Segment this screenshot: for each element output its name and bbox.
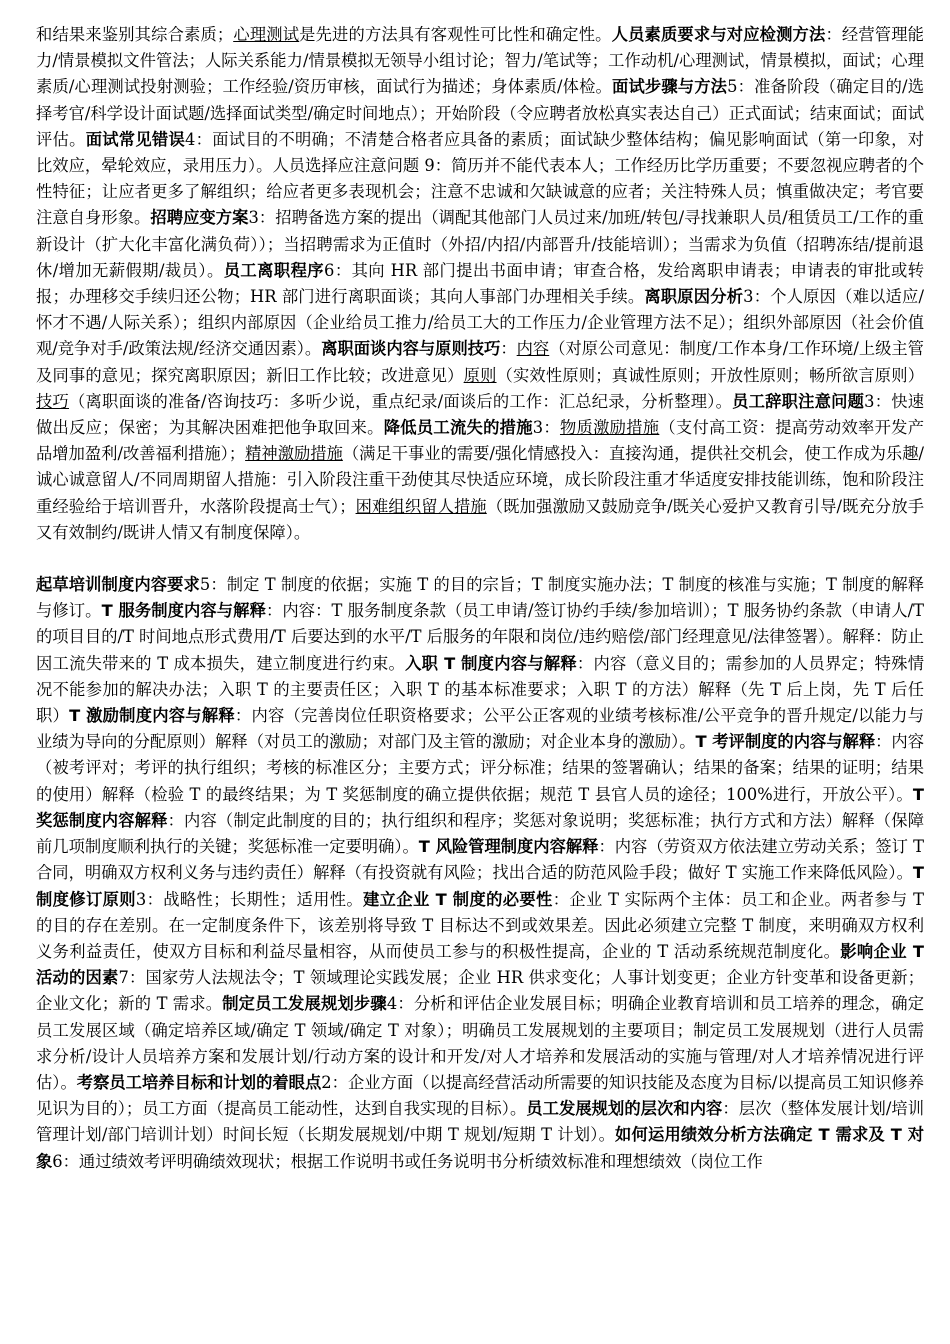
section-heading: 面试常见错误 xyxy=(85,129,186,149)
section-heading: 考察员工培养目标和计划的着眼点 xyxy=(76,1072,322,1092)
section-heading: 降低员工流失的措施 xyxy=(383,418,533,438)
section-heading: 如何运用绩效分析方法确定 T 需求及 T 对象 xyxy=(36,1125,924,1171)
body-text: 3：个人原因（难以适应/怀才不遇/人际关系）；组织内部原因（企业给员工推力/给员工大的工作压力/企业管理方法不足）；组织外部原因（社会价值观/竞争对手/政策法规/经济交通因素）。 xyxy=(36,287,924,359)
section-heading: 人员素质要求与对应检测方法 xyxy=(611,25,826,44)
section-heading: 建立企业 T 制度的必要性 xyxy=(363,889,553,909)
body-text: （对原公司意见：制度/工作本身/工作环境/上级主管及同事的意见；探究离职原因；新旧工作比较；改进意见） xyxy=(36,339,924,385)
section-heading: 起草培训制度内容要求 xyxy=(36,575,200,595)
section-heading: T 奖惩制度内容解释 xyxy=(36,784,924,830)
body-text: 6：通过绩效考评明确绩效现状；根据工作说明书或任务说明书分析绩效标准和理想绩效（岗位工作 xyxy=(52,1151,763,1171)
body-text: ：内容（完善岗位任职资格要求；公平公正客观的业绩考核标准/公平竞争的晋升规定/以能力与业绩为导向的分配原则）解释（对员工的激励；对部门及主管的激励；对企业本身的激励）。 xyxy=(36,706,924,752)
section-heading: T 激励制度内容与解释 xyxy=(69,706,235,726)
section-heading: 员工离职程序 xyxy=(223,260,325,280)
underlined-term: 技巧 xyxy=(36,391,69,411)
body-text: 3： xyxy=(532,418,560,438)
body-text: ：内容（制定此制度的目的；执行组织和程序；奖惩对象说明；奖惩标准；执行方式和方法）解释（保障前几项制度顺利执行的关键；奖惩标准一定要明确）。 xyxy=(36,810,924,857)
section-heading: T 考评制度的内容与解释 xyxy=(695,732,876,752)
body-text: 3：招聘备选方案的提出（调配其他部门人员过来/加班/转包/寻找兼职人员/租赁员工/工作的重新设计（扩大化丰富化满负荷））；当招聘需求为正值时（外招/内招/内部晋升/技能培训）；当需求为负值（招聘冻结/提前退休/增加无薪假期/裁员）。 xyxy=(36,208,924,280)
body-text: 3：战略性；长期性；适用性。 xyxy=(135,889,364,909)
paragraph xyxy=(36,22,924,546)
section-heading: 影响企业 T 活动的因素 xyxy=(36,941,925,988)
section-heading: 制定员工发展规划步骤 xyxy=(222,994,387,1014)
body-text: 7：国家劳人法规法令；T 领域理论实践发展；企业 HR 供求变化；人事计划变更；企业方针变革和设备更新；企业文化；新的 T 需求。 xyxy=(36,968,924,1014)
body-text: ：经营管理能力/情景模拟文件管法；人际关系能力/情景模拟无领导小组讨论；智力/笔试等；工作动机/心理测试，情景模拟，面试；心理素质/心理测试投射测验；工作经验/资历审核，面试行为描述；身体素质/体检。 xyxy=(36,25,924,97)
body-text: （满足干事业的需要/强化情感投入：直接沟通，提供社交机会，使工作成为乐趣/诚心诚意留人/不同周期留人措施：引入阶段注重干劲使其尽快适应环境，成长阶段注重才华适度安排技能训练，饱和阶段注重经验给于培训晋升，水落阶段提高士气）； xyxy=(36,444,924,516)
section-heading: T 服务制度内容与解释 xyxy=(101,601,266,621)
underlined-term: 原则 xyxy=(463,365,497,385)
body-text: ：层次（整体发展计划/培训管理计划/部门培训计划）时间长短（长期发展规划/中期 T 规划/短期 T 计划）。 xyxy=(36,1099,924,1145)
body-text: 4：面试目的不明确；不清楚合格者应具备的素质；面试缺少整体结构；偏见影响面试（第一印象，对比效应，晕轮效应，录用压力）。人员选择应注意问题 9：简历并不能代表本人；工作经历比学历重要；不要忽视应聘者的个性特征；让应者更多了解组织；给应者更多表现机会；注意不忠诚和欠缺诚意的应者；关注特殊人员；慎重做决定；考官要注意自身形象。 xyxy=(36,129,924,228)
section-heading: 员工辞职注意问题 xyxy=(732,391,865,411)
section-heading: 员工发展规划的层次和内容 xyxy=(526,1099,723,1119)
body-text: （离职面谈的准备/咨询技巧：多听少说，重点纪录/面谈后的工作：汇总纪录，分析整理）。 xyxy=(69,391,733,411)
underlined-term: 内容 xyxy=(516,339,550,359)
body-text: 和结果来鉴别其综合素质； xyxy=(36,25,234,44)
underlined-term: 困难组织留人措施 xyxy=(355,496,487,516)
body-text: ：内容（被考评对；考评的执行组织；考核的标准区分；主要方式；评分标准；结果的签署确认；结果的备案；结果的证明；结果的使用）解释（检验 T 的最终结果；为 T 奖惩制度的确立提供依据；规范 T 县官人员的途径；100%进行，开放公平）。 xyxy=(36,732,924,804)
body-text: （实效性原则；真诚性原则；开放性原则；畅所欲言原则） xyxy=(496,365,924,385)
body-text: （支付高工资：提高劳动效率开发产品增加盈利/改善福利措施）； xyxy=(36,418,924,464)
underlined-term: 物质激励措施 xyxy=(559,418,660,438)
section-heading: 离职原因分析 xyxy=(644,287,744,307)
body-text: ：内容（劳资双方依法建立劳动关系；签订 T 合同，明确双方权利义务与违约责任）解释（有投资就有风险；找出合适的防范风险手段；做好 T 实施工作来降低风险）。 xyxy=(36,837,924,883)
body-text: 5：制定 T 制度的依据；实施 T 的目的宗旨；T 制度实施办法；T 制度的核准与实施；T 制度的解释与修订。 xyxy=(36,575,924,621)
section-heading: T 风险管理制度内容解释 xyxy=(418,837,599,857)
body-text: 4：分析和评估企业发展目标；明确企业教育培训和员工培养的理念，确定员工发展区域（确定培养区域/确定 T 领域/确定 T 对象）；明确员工发展规划的主要项目；制定员工发展规划（进行人员需求分析/设计人员培养方案和发展计划/行动方案的设计和开发/对人才培养和发展活动的实施与管理/对人才培养情况进行评估）。 xyxy=(36,994,924,1092)
underlined-term: 精神激励措施 xyxy=(245,444,343,464)
body-text: ：企业 T 实际两个主体：员工和企业。两者参与 T 的目的存在差别。在一定制度条件下，该差别将导致 T 目标达不到或效果差。因此必须建立完整 T 制度，来明确双方权利义务利益责任，使双方目标和利益尽量相容，从而使员工参与的积极性提高，企业的 T 活动系统规范制度化。 xyxy=(36,889,924,961)
body-text: 5：准备阶段（确定目的/选择考官/科学设计面试题/选择面试类型/确定时间地点）；开始阶段（令应聘者放松真实表达自己）正式面试；结束面试；面试评估。 xyxy=(36,77,924,149)
body-text: 6：其向 HR 部门提出书面申请；审查合格，发给离职申请表；申请表的审批或转报；办理移交手续归还公物；HR 部门进行离职面谈；其向人事部门办理相关手续。 xyxy=(36,260,925,307)
body-text: （既加强激励又鼓励竞争/既关心爱护又教育引导/既充分放手又有效制约/既讲人情又有制度保障）。 xyxy=(36,496,924,542)
body-text: ：内容（意义目的；需参加的人员界定；特殊情况不能参加的解决办法；入职 T 的主要责任区；入职 T 的基本标准要求；入职 T 的方法）解释（先 T 后上岗，先 T 后任职） xyxy=(36,653,924,726)
body-text: ： xyxy=(500,339,517,359)
body-text: 3：快速做出反应；保密；为其解决困难把他争取回来。 xyxy=(36,391,924,438)
body-text: 是先进的方法具有客观性可比性和确定性。 xyxy=(299,25,612,44)
section-heading: 离职面谈内容与原则技巧 xyxy=(321,339,501,359)
underlined-term: 心理测试 xyxy=(233,25,300,44)
body-text: ：内容：T 服务制度条款（员工申请/签订协约手续/参加培训）；T 服务协约条款（申请人/T 的项目目的/T 时间地点形式费用/T 后要达到的水平/T 后服务的年限和岗位/违约赔偿/部门经理意见/法律签署）。解释：防止因工流失带来的 T 成本损失，建立制度进行约束。 xyxy=(36,601,924,673)
section-heading: 面试步骤与方法 xyxy=(612,77,728,97)
section-heading: 入职 T 制度内容与解释 xyxy=(405,653,577,673)
section-heading: 招聘应变方案 xyxy=(150,208,249,228)
paragraph xyxy=(36,572,924,1175)
section-heading: T 制度修订原则 xyxy=(36,863,924,909)
body-text: 2：企业方面（以提高经营活动所需要的知识技能及态度为目标/以提高员工知识修养见识为目的）；员工方面（提高员工能动性，达到自我实现的目标）。 xyxy=(36,1072,924,1119)
